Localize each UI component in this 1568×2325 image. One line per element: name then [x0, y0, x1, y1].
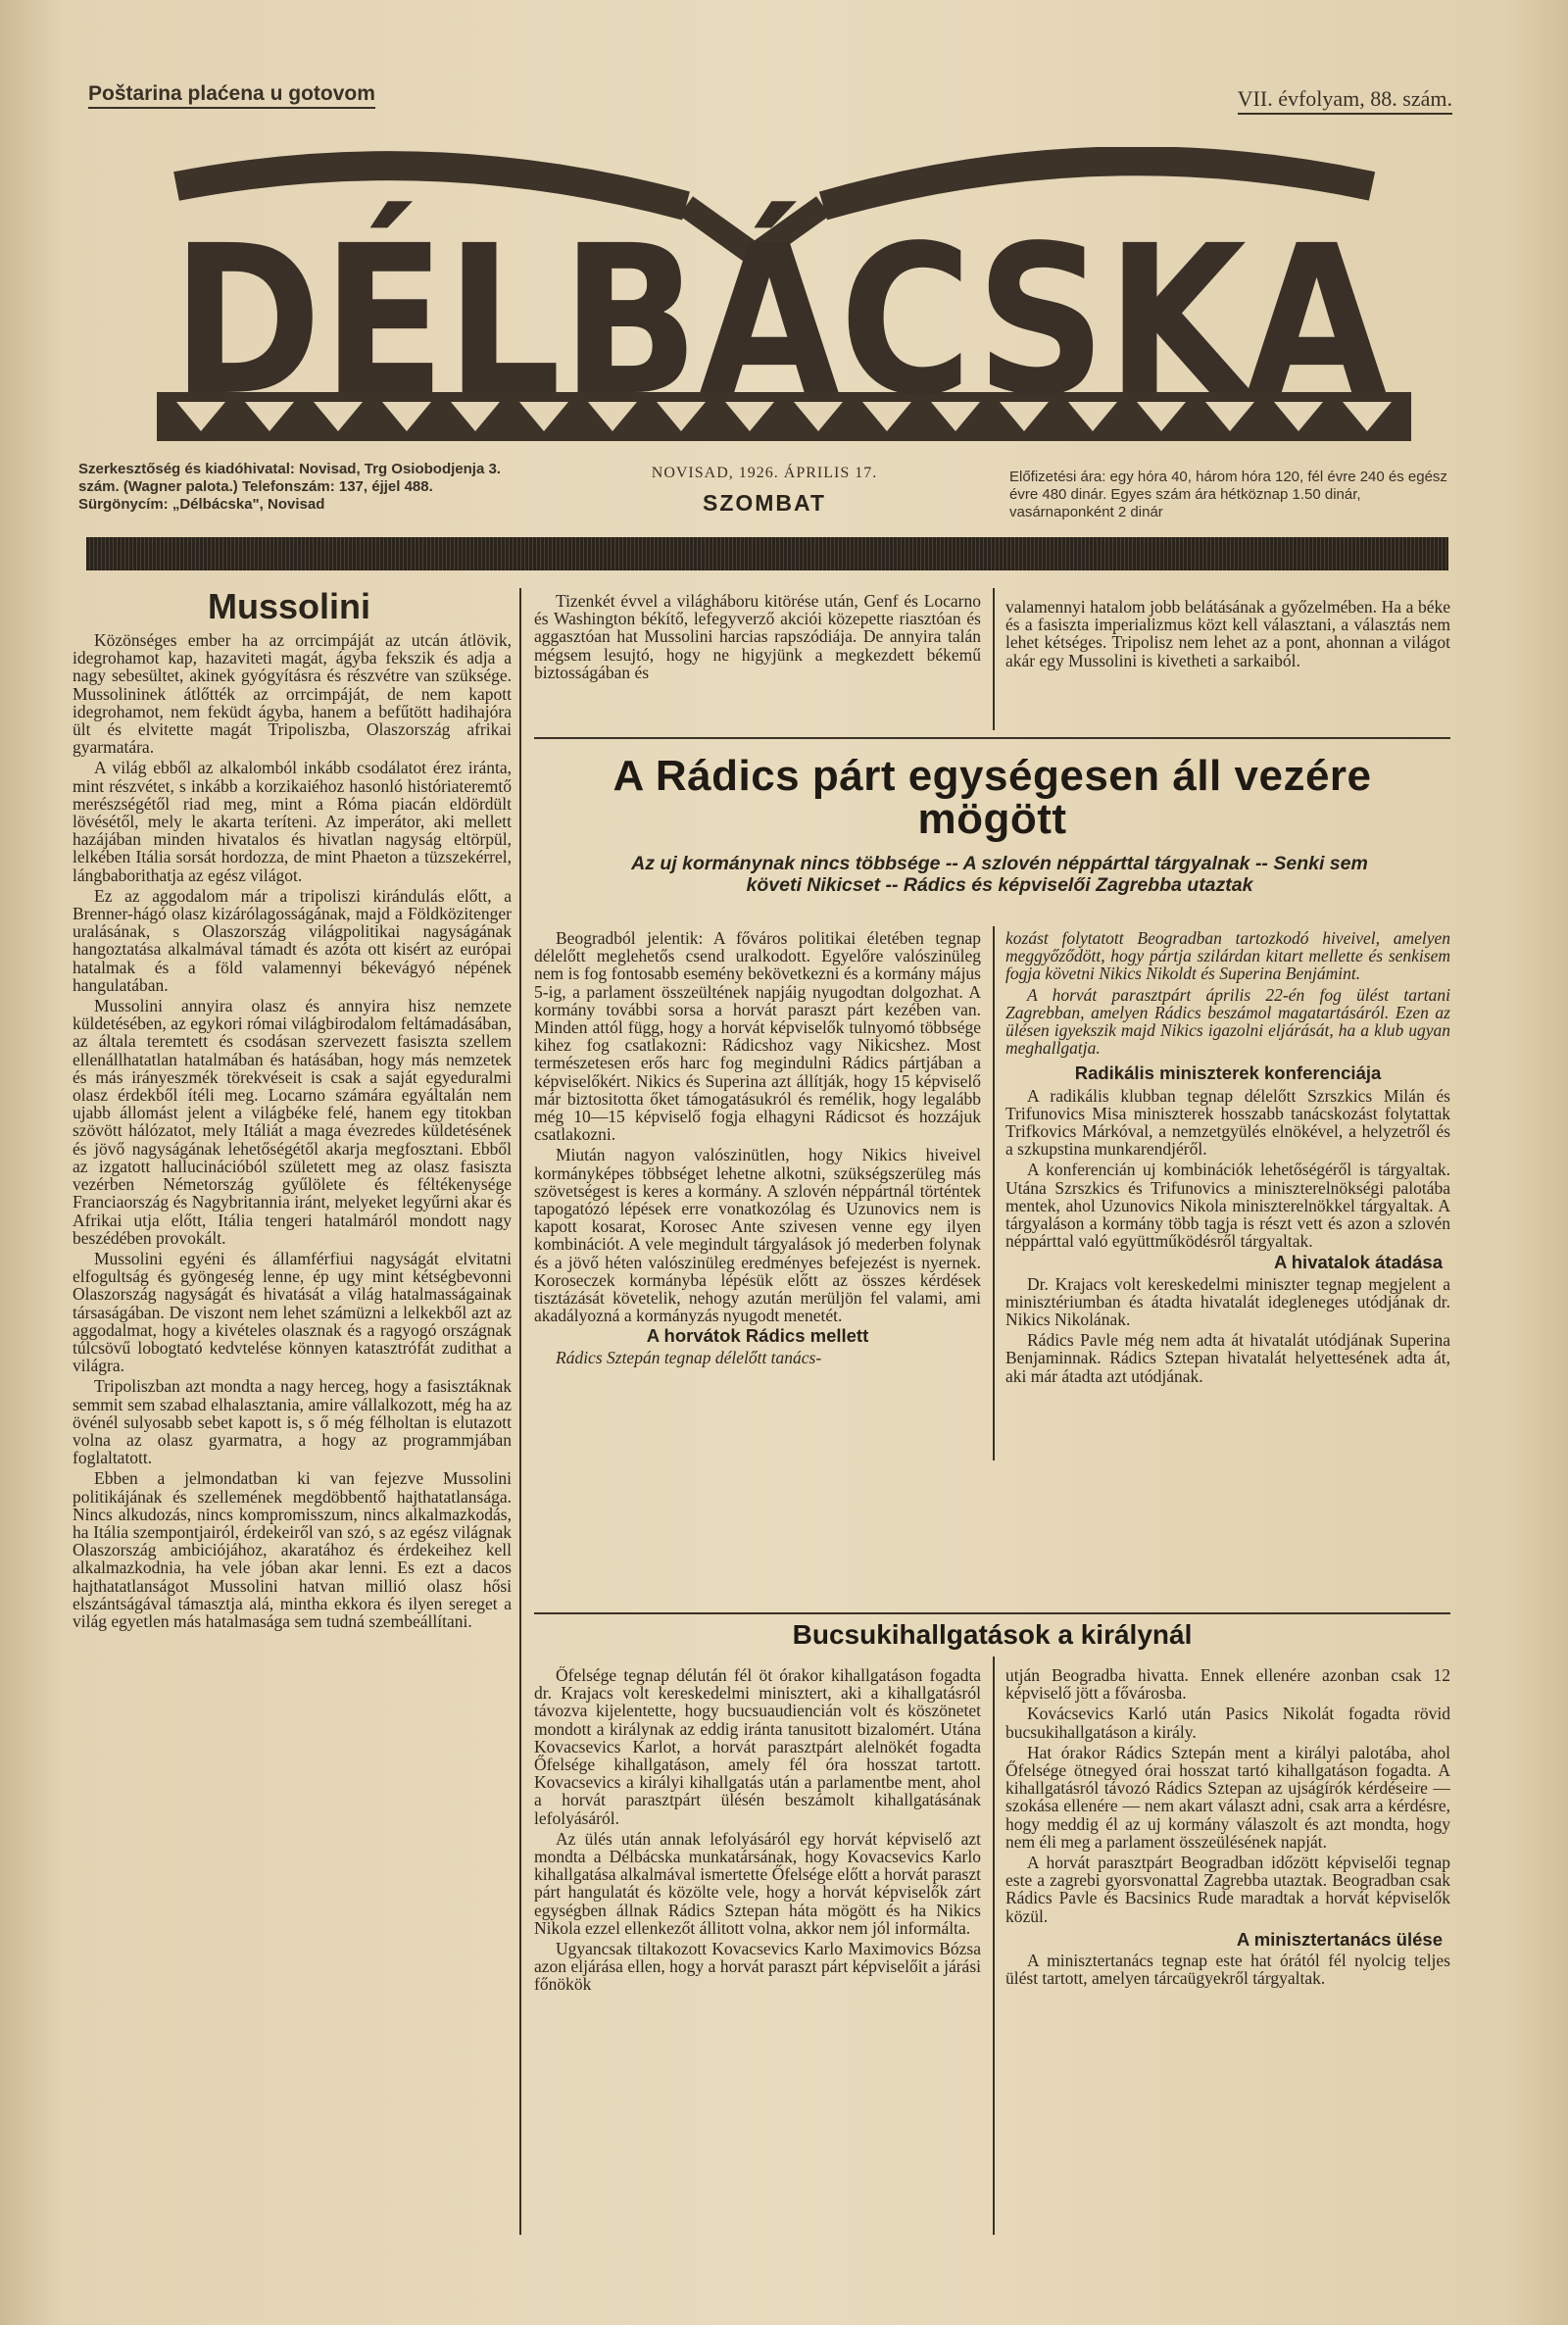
subheading-croats: A horvátok Rádics mellett — [646, 1325, 869, 1347]
paragraph: Rádics Sztepán tegnap délelőtt tanács- — [556, 1347, 822, 1367]
paragraph: A horvát parasztpárt április 22-én fog ülést tartani Zagrebban, amelyen Rádics beszámol magatartásáról. Ezen az ülésen igyekszik majd Nikics igazolni eljárását, ha a klub ugyan meghallgatja. — [1005, 984, 1450, 1059]
audience-article-right — [1005, 1666, 1450, 2235]
main-deck: Az uj kormánynak nincs többsége -- A szlovén néppárttal tárgyalnak -- Senki sem követi Nikicset -- Rádics és képviselői Zagrebba utaztak — [631, 853, 1368, 896]
paragraph: Az ülés után annak lefolyásáról egy horvát képviselő azt mondta a Délbácska munkatársának, hogy Kovacsevics Karlo kihallgatása alkalmával ismertette Őfelsége előtt a horvát paraszt párt hangulatát és közölte vele, hogy a horvát képviselők zárt egységben állnak Rádics Sztepan háta mögött és ha Nikics Nikola ezzel ellenkezőt állitott volna, akkor nem jól informálta. — [534, 1828, 981, 1938]
paragraph: A konferencián uj kombinációk lehetőségéről is tárgyaltak. Utána Szrszkics és Trifunovics a miniszterelnökségi palotába mentek, ahol Uzunovics Nikola miniszterelnökkel tárgyaltak. A tárgyaláson a kormány több tagja is részt vett és azon a szlovén néppárttal való együttműködésről tárgyaltak. — [1005, 1160, 1450, 1252]
edition-number: VII. évfolyam, 88. szám. — [1238, 86, 1452, 115]
paragraph: Beogradból jelentik: A főváros politikai életében tegnap délelőtt meglehetős csend uralkodott. Egyelőre valószinüleg nem is fog fontosabb esemény bekövetkezni és a kormány május 5-ig, a parlament összeültének napjáig nyugodtan dolgozhat. A kormány további sorsa a horvát paraszt párt kezében van. Minden attól függ, hogy a horvát képviselők tulnyomó többsége kihez fog csatlakozni: Rádicshoz vagy Nikicshez. Most természetesen erős harc fog megindulni Rádics pártjában a képviselőkért. Nikics és Superina azt állítják, hogy 15 képviselő már biztositotta őket támogatásukról és remélik, hogy legalább még 10—15 képviselő fogja elhagyni Rádicsot és hozzájuk csatlakozni. — [534, 929, 981, 1145]
masthead-title: DÉLBÁCSKA — [172, 201, 1421, 441]
masthead-logo — [137, 147, 1421, 451]
paragraph: Tizenkét évvel a világháboru kitörése után, Genf és Locarno és Washington békítő, lefegyverző akciói közepette riasztóan és aggasztóan hat Mussolini harcias rapszódiája. De annyira talán mégsem lesujtó, hogy ne higyjünk a megkezdett békemű biztosságában és — [534, 592, 981, 682]
masthead — [137, 147, 1421, 451]
paragraph: A minisztertanács tegnap este hat órától fél nyolcig teljes ülést tartott, amelyen tárcaügyekről tárgyaltak. — [1005, 1951, 1450, 1989]
paragraph: Közönséges ember ha az orrcimpáját az utcán átlövik, idegrohamot kap, hazaviteti magát, ágyba fekszik és adja a nagy sebesültet, akinek gyógyításra és részvétre van szüksége. Mussolininek átlőtték az orrcimpáját, de nem kapott idegrohamot, nem feküdt ágyba, hanem a befűtött hadihajóra ült és elvitette magát Tripoliszba, Olaszország afrikai gyarmatára. — [73, 631, 512, 758]
paragraph: A világ ebből az alkalomból inkább csodálatot érez iránta, mint részvétet, s inkább a korzikaiéhoz hasonló históriateremtő merészségétől riad meg, mint a Róma piacán eldördült lövésétől, mely le akarta teríteni. Az imperátor, aki mellett hazájában minden hivatalos és hivatlan nagyság eltörpül, lelkében Itália sorsát hordozza, de mint Phaeton a tüzszekérrel, lángbaborithatja az egész világot. — [73, 758, 512, 885]
paragraph: utján Beogradba hivatta. Ennek ellenére azonban csak 12 képviselő jött a fővárosba. — [1005, 1666, 1450, 1704]
subheading-radical-ministers: Radikális miniszterek konferenciája — [1074, 1063, 1382, 1084]
column-divider-top-right — [993, 588, 995, 730]
paragraph: Ez az aggodalom már a tripoliszi kirándulás előtt, a Brenner-hágó olasz kizárólagosságának, majd a Földközitenger uralásának, s Olaszország világpolitikai nagyságának hangoztatása alkalmával támadt és azóta ott kisért az európai hatalmak és a föld valamennyi békevágyó népének hangulatában. — [73, 885, 512, 995]
paragraph: Mussolini egyéni és államférfiui nagyságát elvitatni elfogultság és gyöngeség lenne, ép ugy mint kétségbevonni Olaszország nagyságát és hivatását a világ hatalmasságainak társaságában. De viszont nem lehet számüzni a lelkekből azt az aggodalmat, hogy a kivételes olasznak és a ragyogó országnak túlcsövű lobogtató kedvtelése könnyen katasztrófát zudithat a világra. — [73, 1248, 512, 1376]
postage-note: Poštarina plaćena u gotovom — [88, 82, 375, 109]
column-divider-bottom-right — [993, 1657, 995, 2235]
paragraph: A radikális klubban tegnap délelőtt Szrszkics Milán és Trifunovics Misa miniszterek hosszabb tanácskozást folytattak Trifkovics Márkóval, a nemzetgyülés elnökével, a helyzetről és a szkupstina munkarendjéről. — [1005, 1085, 1450, 1160]
paragraph: Kovácsevics Karló után Pasics Nikolát fogadta rövid bucsukihallgatáson a király. — [1005, 1704, 1450, 1742]
top-section-rule — [534, 737, 1450, 739]
dateline: NOVISAD, 1926. ÁPRILIS 17. — [651, 465, 878, 481]
mussolini-title: Mussolini — [207, 586, 370, 626]
mussolini-body — [73, 631, 512, 2239]
paragraph: kozást folytatott Beogradban tartozkodó hiveivel, amelyen meggyőződött, hogy pártja szilárdan kitart mellette és senkisem fogja követni Nikics Nikoldt és Superina Benjámint. — [1005, 929, 1450, 984]
main-article-right — [1005, 929, 1450, 1615]
main-article-left — [534, 929, 981, 1606]
audience-article-left — [534, 1666, 981, 2235]
paragraph: Ugyancsak tiltakozott Kovacsevics Karlo Maximovics Bózsa azon eljárása ellen, hogy a horvát paraszt párt képviselőit a járási főnökök — [534, 1939, 981, 1995]
paragraph: A horvát parasztpárt Beogradban időzött képviselői tegnap este a zagrebi gyorsvonattal Zagrebba utaztak. Beogradban csak Rádics Pavle és Bacsinics Rude maradtak a horvát képviselők közül. — [1005, 1853, 1450, 1926]
subheading-offices: A hivatalok átadása — [1273, 1252, 1443, 1273]
paragraph: Dr. Krajacs volt kereskedelmi miniszter tegnap megjelent a minisztériumban és átadta hivatalát idegleneges utódjának dr. Nikics Nikolának. — [1005, 1273, 1450, 1330]
paragraph: Őfelsége tegnap délután fél öt órakor kihallgatáson fogadta dr. Krajacs volt kereskedelmi minisztert, aki a kihallgatásról távozva kijelentette, hogy bucsuaudiencián volt és köszönetet mondott a királynak az eddig iránta tanusitott bizalomért. Utána Kovacsevics Karlot, a horvát parasztpárt alelnökét fogadta Őfelsége kihallgatáson, amely fél óra hosszat tartott. Kovacsevics a királyi kihallgatás után a parlamentbe ment, ahol a horvát parasztpárt ülésén beszámolt kihallgatásának lefolyásáról. — [534, 1666, 981, 1828]
paragraph: Hat órakor Rádics Sztepán ment a királyi palotába, ahol Őfelsége ötnegyed órai hosszat tartó kihallgatáson fogadta. A kihallgatásról távozó Rádics Sztepan az ujságírók kérdéseire — szokása ellenére — nem akart választ adni, csak arra a kérdésre, hogy meddig él az uj kormány válaszolt és azt mondta, hogy nem éli meg a parlament összeülésének napját. — [1005, 1742, 1450, 1852]
subheading-cabinet: A minisztertanács ülése — [1236, 1928, 1443, 1950]
paragraph: Miután nagyon valószinütlen, hogy Nikics hiveivel kormányképes többséget lehetne alkotni, szükségszerüleg más szövetségest is keres a kormány. A szlovén néppártnál történtek tapogatózó lépések erre vonatkozólag és Uzunovics nem is kapott kosarat, Korosec Ante szivesen venne egy ilyen kombinációt. A vele megindult tárgyalások jó mederben folynak és a jövő héten valószinüleg eredményes befejezést is nyernek. Koroseczek kormányba lépésük előtt az összes kérdések tisztázását követelik, nehogy azután merüljön fel valami, ami akadályozná a kormányzás nyugodt menetét. — [534, 1145, 981, 1326]
paragraph: valamennyi hatalom jobb belátásának a győzelmében. Ha a béke és a fasiszta imperializmus közt kell választani, a választás nem lehet kétséges. Tripolisz nem lehet az a pont, ahonnan a világot akár egy Mussolini is kivetheti a sarkaiból. — [1005, 598, 1450, 670]
mussolini-continuation-right — [1005, 598, 1450, 735]
subscription-info: Előfizetési ára: egy hóra 40, három hóra 120, fél évre 240 és egész évre 480 dinár. Egyes szám ára hétköznap 1.50 dinár, vasárnaponként 2 dinár — [1009, 469, 1447, 520]
column-divider-left — [519, 588, 521, 2235]
main-headline: A Rádics párt egységesen áll vezére mögött — [612, 752, 1372, 843]
paragraph: Tripoliszban azt mondta a nagy herceg, hogy a fasisztáknak semmit sem szabad elhalasztania, amire vállalkozott, még ha az övénél sulyosabb sebet kapott is, s ő még félholtan is elutazott volna az olasz gyarmatra, a hogy az programmjában foglaltatott. — [73, 1376, 512, 1468]
audience-headline: Bucsukihallgatások a királynál — [792, 1619, 1193, 1650]
mussolini-continuation-mid — [534, 592, 981, 729]
editorial-info: Szerkesztőség és kiadóhivatal: Novisad, Trg Osiobodjenja 3. szám. (Wagner palota.) Telefonszám: 137, éjjel 488. Sürgönycím: „Délbácska", Novisad — [78, 461, 501, 513]
paragraph: Ebben a jelmondatban ki van fejezve Mussolini politikájának és szellemének megdöbbentő hajthatatlansága. Nincs alkudozás, nincs kompromisszum, nincs alkalmazkodás, ha Itália szempontjairól, érdekeiről van szó, s az egész világnak Olaszország ambiciójához, akaratához és érdekeihez kell alkalmazkodnia, ha vele jóban akar lenni. Es ezt a dacos hajthatatlanságot Mussolini hatvan millió olasz hősi elszántságával támasztja alá, mintha ekkora és ilyen sereget a világ egyetlen más hatalmasága sem tudná szembeállítani. — [73, 1468, 512, 1631]
weekday: SZOMBAT — [702, 490, 826, 516]
paragraph: Rádics Pavle még nem adta át hivatalát utódjának Superina Benjaminnak. Rádics Sztepan hivatalát helyettesének adta át, aki már átadta azt utódjának. — [1005, 1330, 1450, 1386]
paragraph: Mussolini annyira olasz és annyira hisz nemzete küldetésében, az egykori római világbirodalom feltámadásában, az általa teremtett és csodásan szervezett fasiszta szellem ellenállhatatlan hatalmában és hatásában, hogy más nemzetek és más irányeszmék törekvéseit is csak a saját egyeduralmi olasz érdekből ítéli meg. Locarno számára egyáltalán nem ujabb állomást jelent a világbéke felé, hanem egy titokban szövött hálózatot, mely Itáliát a maga évezredes küldetésének és jövő nagyságának lehetőségétől akarja megfosztani. Ebből az izgatott hallucinációból született meg az olasz fasiszta vezérben Németország gyűlölete és féltékenysége Franciaország és Nagybritannia iránt, melyeket legyűrni akar és Afrikai utja előtt, Itália tengeri hatalmáról mondott nagy beszédében provokált. — [73, 996, 512, 1248]
column-divider-mid-right — [993, 926, 995, 1460]
header-rule — [86, 537, 1448, 570]
